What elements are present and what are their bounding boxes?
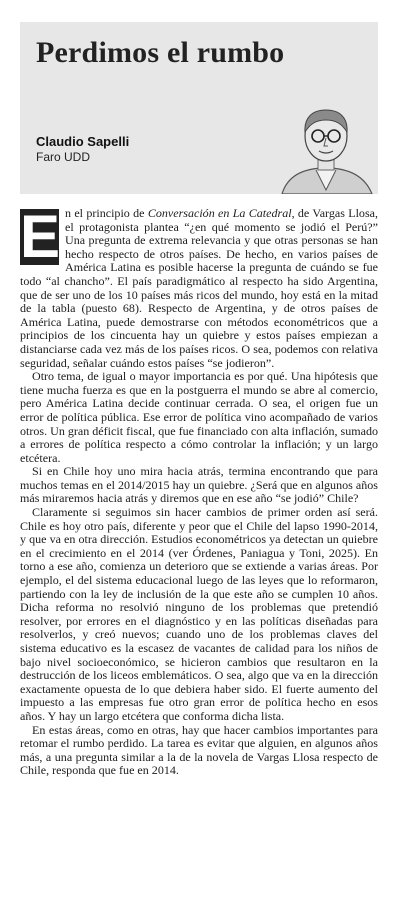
paragraph-1-text-b: , de Vargas Llosa, el protagonista plantea “¿en qué momento se jodió el Perú?” Una pregunta de extrema relevancia y que otras personas se han hecho respecto de otros países. De hecho, en varios países de América Latina es posible hacerse la pregunta de cuándo se fue todo “al chancho”. El país paradigmático al respecto ha sido Argentina, que de ser uno de los 10 países más ricos del mundo, hoy está en la mitad de la tabla (puesto 68). Respecto de Argentina, y de otros países de América Latina, puede demostrarse con métodos econométricos que a principios de los cincuenta hay un quiebre y estos países empiezan a distanciarse cada vez más de los países ricos. O sea, podemos con relativa seguridad, señalar cuándo estos países “se jodieron”. [20,206,378,370]
author-name: Claudio Sapelli [36,134,130,149]
paragraph-4: Claramente si seguimos sin hacer cambios de primer orden así será. Chile es hoy otro país, diferente y peor que el Chile del lapso 1990-2014, y que va en otra dirección. Estudios econométricos ya detectan un quiebre en el crecimiento en el 2014 (ver Órdenes, Paniagua y Toni, 2025). En torno a ese año, comienza un deterioro que se extiende a varias áreas. Por ejemplo, el del sistema educacional luego de las leyes que lo reformaron, partiendo con la ley de inclusión de la que este año se cumplen 10 años. Dicha reforma no resolvió ninguno de los problemas que pretendió resolver, por errores en el diagnóstico y en las políticas diseñadas para resolverlos, y creó nuevos; cuando uno de los problemas claves del sistema educativo es la escasez de vacantes de calidad para los niños de bajo nivel socioeconómico, se hicieron cambios que resultaron en la destrucción de los liceos emblemáticos. O sea, algo que va en la dirección exactamente opuesta de lo que debiera haber sido. El fuerte aumento del impuesto a las empresas fue otro gran error de política hecho en esos años. Y hay un largo etcétera que conforma dicha lista. [20,505,378,723]
author-affiliation: Faro UDD [36,150,91,164]
paragraph-5: En estas áreas, como en otras, hay que hacer cambios importantes para retomar el rumbo perdido. La tarea es evitar que alguien, en algunos años más, a una pregunta similar a la de la novela de Vargas Llosa respecto de Chile, responda que fue en 2014. [20,722,378,778]
article-body [20,203,378,778]
paragraph-1-text-a: n el principio de [65,206,148,220]
author-portrait [278,98,374,194]
book-title: Conversación en La Catedral [147,206,292,220]
paragraph-1 [20,203,378,370]
article-title: Perdimos el rumbo [36,36,285,69]
paragraph-3: Si en Chile hoy uno mira hacia atrás, termina encontrando que para muchos temas en el 2014/2015 hay un quiebre. ¿Será que en algunos años más miraremos hacia atrás y diremos que en ese año “se jodió” Chile? [20,464,378,506]
drop-cap: E [20,203,61,270]
paragraph-2: Otro tema, de igual o mayor importancia es por qué. Una hipótesis que tiene mucha fuerza es que en la postguerra el mundo se abre al comercio, pero América Latina decide continuar cerrada. O sea, el origen fue un error de política pública. Ese error de política vino acompañado de varios otros. Un gran déficit fiscal, que fue financiado con alta inflación, sumado a errores de política respecto a cómo controlar la inflación; y un largo etcétera. [20,369,378,465]
